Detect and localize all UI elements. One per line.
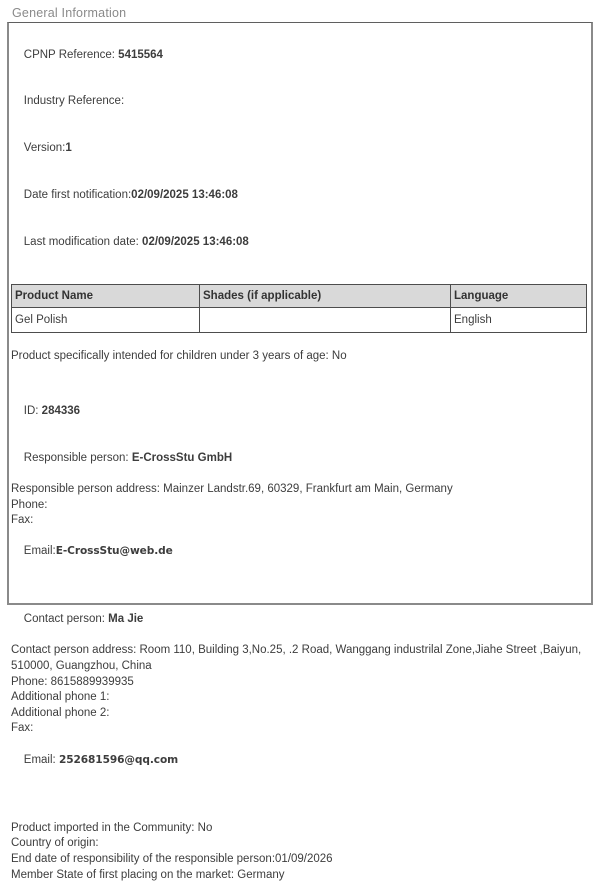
language-cell: English (451, 307, 587, 332)
product-imported-line: Product imported in the Community: No (11, 821, 213, 834)
children-statement-line: Product specifically intended for children under 3 years of age: No (11, 349, 347, 362)
version-line (11, 126, 583, 173)
responsible-email-value: E-CrossStu@web.de (55, 545, 173, 558)
additional-phone-2-line: Additional phone 2: (11, 706, 110, 719)
id-value: 284336 (41, 405, 81, 418)
version-value: 1 (65, 142, 72, 155)
date-first-notification-line (11, 172, 583, 219)
contact-email-line (11, 737, 583, 784)
contact-person-label: Contact person: (23, 613, 109, 626)
cpnp-reference-line (11, 32, 583, 79)
contact-person-value: Ma Jie (108, 613, 144, 626)
responsible-phone-line: Phone: (11, 498, 48, 511)
shades-cell (200, 307, 451, 332)
column-header-language: Language (451, 284, 587, 307)
responsible-person-address-line: Responsible person address: Mainzer Landstr.69, 60329, Frankfurt am Main, Germany (11, 483, 453, 496)
last-modification-date-value: 02/09/2025 13:46:08 (142, 235, 249, 248)
contact-person-line (11, 597, 583, 644)
industry-reference-label: Industry Reference: (23, 95, 125, 108)
additional-phone-1-line: Additional phone 1: (11, 691, 110, 704)
responsible-person-value: E-CrossStu GmbH (131, 451, 233, 464)
contact-email-value: 252681596@qq.com (58, 753, 179, 766)
end-date-responsibility-line: End date of responsibility of the responsible person:01/09/2026 (11, 852, 333, 865)
member-state-line: Member State of first placing on the market: Germany (11, 868, 285, 881)
version-label: Version: (23, 142, 66, 155)
product-table-row (12, 307, 587, 332)
last-modification-date-label: Last modification date: (23, 235, 143, 248)
last-modification-date-line (11, 219, 583, 266)
column-header-shades: Shades (if applicable) (200, 284, 451, 307)
responsible-email-line (11, 529, 583, 576)
responsible-fax-line: Fax: (11, 514, 34, 527)
responsible-person-label: Responsible person: (23, 451, 132, 464)
contact-email-label: Email: (23, 753, 59, 766)
date-first-notification-value: 02/09/2025 13:46:08 (131, 188, 238, 201)
product-name-cell: Gel Polish (12, 307, 200, 332)
column-header-product-name: Product Name (12, 284, 200, 307)
responsible-person-line (11, 435, 583, 482)
country-of-origin-line: Country of origin: (11, 837, 99, 850)
cpnp-reference-label: CPNP Reference: (23, 48, 119, 61)
contact-phone-line: Phone: 8615889939935 (11, 675, 134, 688)
general-information-panel (7, 22, 593, 881)
cpnp-reference-value: 5415564 (118, 48, 163, 61)
responsible-email-label: Email: (23, 545, 56, 558)
section-title: General Information (12, 6, 127, 20)
id-line (11, 389, 583, 436)
contact-person-address-line: Contact person address: Room 110, Building 3,No.25, .2 Road, Wanggang industrilal Zone,Jiahe Street ,Baiyun, 510000, Guangzhou, China (11, 644, 585, 672)
product-table-header-row (12, 284, 587, 307)
industry-reference-line (11, 79, 583, 126)
contact-fax-line: Fax: (11, 722, 34, 735)
product-table (11, 284, 587, 333)
id-label: ID: (23, 405, 42, 418)
date-first-notification-label: Date first notification: (23, 188, 132, 201)
